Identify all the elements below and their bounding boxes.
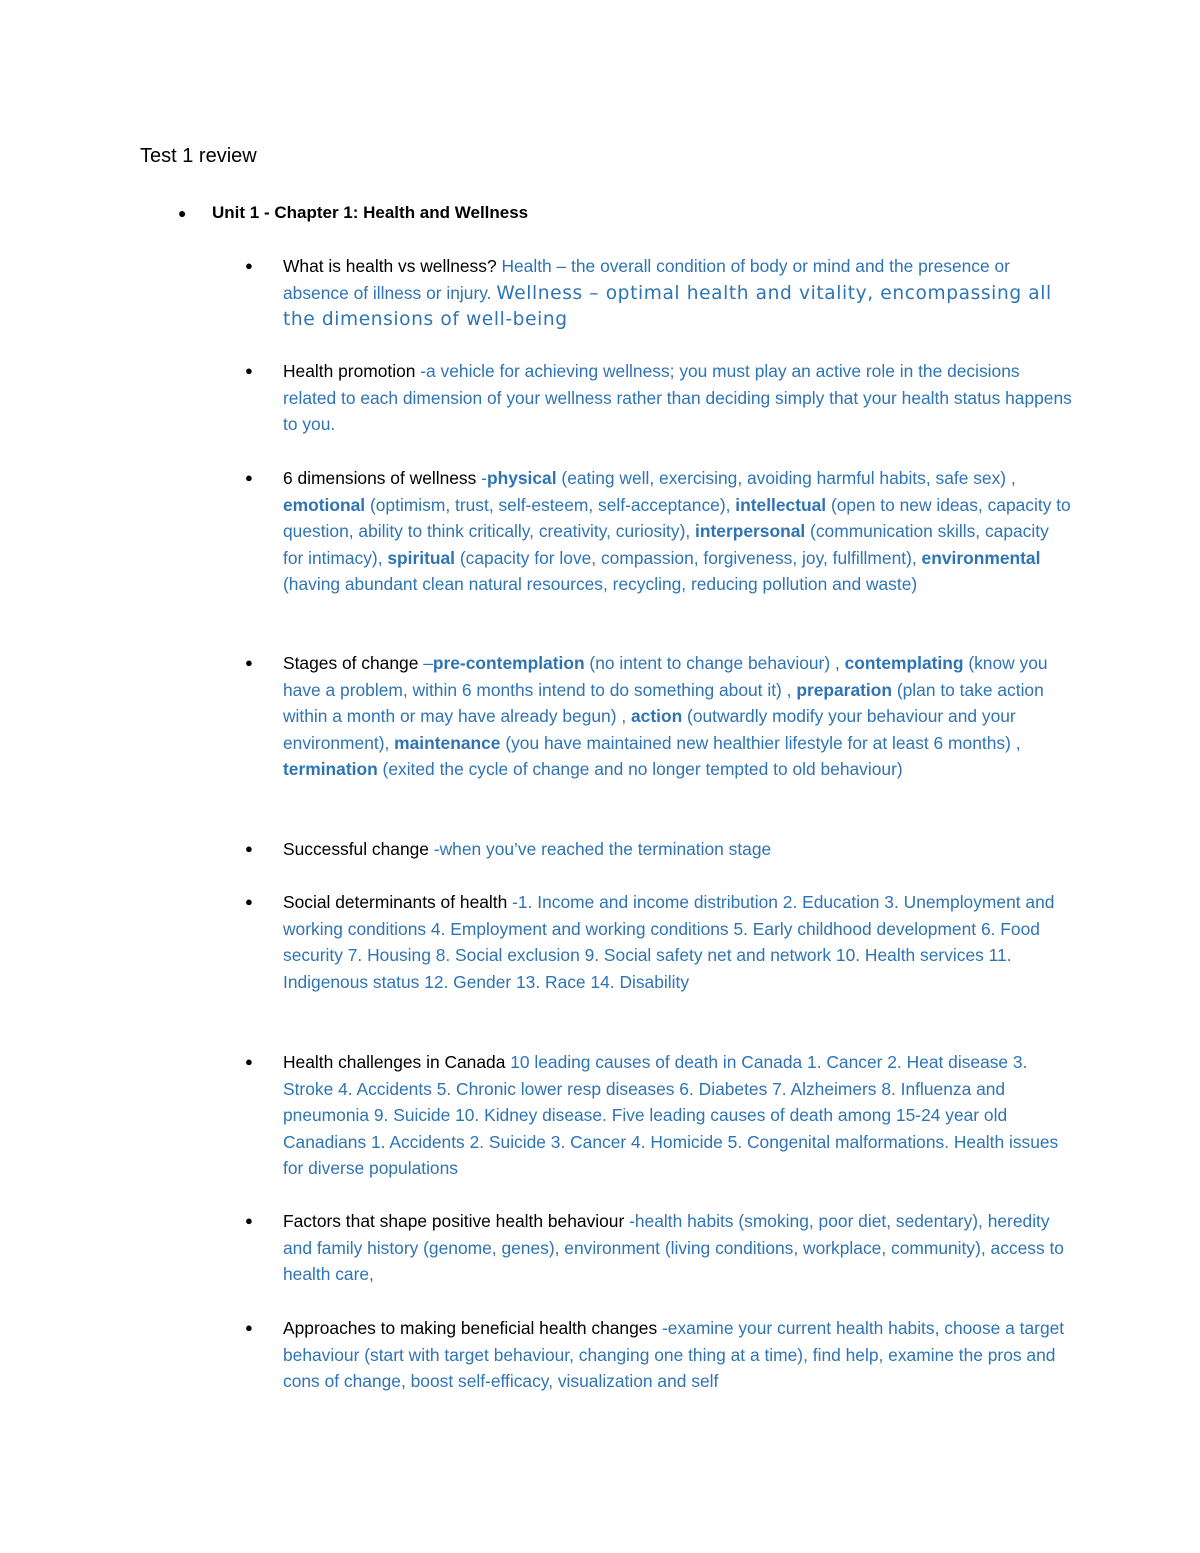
- term-description: (open to new ideas, capacity to question, ability to think critically, creativity, curiosity),: [283, 494, 1071, 541]
- item-label: Social determinants of health: [283, 892, 513, 912]
- bullet-icon: ●: [245, 470, 253, 485]
- term-highlight: spiritual: [387, 547, 456, 568]
- term-highlight: preparation: [796, 679, 892, 700]
- list-item-text: [283, 836, 1073, 863]
- bullet-icon: ●: [245, 258, 253, 273]
- list-item-text: [283, 358, 1073, 438]
- term-description: (you have maintained new healthier lifestyle for at least 6 months) ,: [500, 732, 1021, 753]
- bullet-icon: ●: [245, 1213, 253, 1228]
- item-answer: -when you’ve reached the termination stage: [433, 839, 772, 859]
- term-description: (eating well, exercising, avoiding harmful habits, safe sex) ,: [556, 468, 1016, 488]
- list-item-text: [283, 253, 1073, 333]
- term-description: (no intent to change behaviour) ,: [584, 653, 845, 673]
- list-item-text: [283, 1315, 1073, 1395]
- term-highlight: interpersonal: [695, 521, 806, 541]
- term-highlight: environmental: [921, 547, 1041, 568]
- bullet-icon: ●: [245, 1054, 253, 1069]
- unit-heading-text: Unit 1 - Chapter 1: Health and Wellness: [212, 203, 529, 222]
- item-answer: -a vehicle for achieving wellness; you must play an active role in the decisions related to each dimension of your wellness rather than deciding simply that your health status happens to you.: [283, 361, 1072, 434]
- item-answer: -examine your current health habits, choose a target behaviour (start with target behaviour, changing one thing at a time), find help, examine the pros and cons of change, boost self-efficacy, visualization and self: [283, 1318, 1065, 1391]
- item-label: Approaches to making beneficial health changes: [283, 1318, 662, 1338]
- term-description: (capacity for love, compassion, forgiveness, joy, fulfillment),: [455, 547, 922, 568]
- term-highlight: action: [631, 706, 683, 726]
- list-item-text: [283, 889, 1073, 995]
- bullet-icon: ●: [245, 655, 253, 670]
- bullet-icon: ●: [245, 363, 253, 378]
- item-label: What is health vs wellness?: [283, 256, 502, 276]
- list-item-text: [283, 1208, 1073, 1288]
- item-label: Stages of change: [283, 653, 424, 673]
- bullet-icon: ●: [245, 894, 253, 909]
- term-description: (outwardly modify your behaviour and your environment),: [283, 706, 1016, 753]
- page-title: Test 1 review: [140, 145, 257, 167]
- item-answer: -1. Income and income distribution 2. Education 3. Unemployment and working conditions 4. Employment and working conditions 5. Early childhood development 6. Food security 7. Housing 8. Social exclusion 9. Social safety net and network 10. Health services 11. Indigenous status 12. Gender 13. Race 14. Disability: [283, 892, 1055, 992]
- term-description: (having abundant clean natural resources, recycling, reducing pollution and waste): [283, 574, 918, 594]
- term-description: -: [481, 468, 487, 488]
- bullet-icon: ●: [178, 205, 187, 221]
- item-answer: 10 leading causes of death in Canada 1. Cancer 2. Heat disease 3. Stroke 4. Accidents 5. Chronic lower resp diseases 6. Diabetes 7. Alzheimers 8. Influenza and pneumonia 9. Suicide 10. Kidney disease. Five leading causes of death among 15-24 year old Canadians 1. Accidents 2. Suicide 3. Cancer 4. Homicide 5. Congenital malformations. Health issues for diverse populations: [283, 1052, 1059, 1178]
- item-label: Health challenges in Canada: [283, 1052, 511, 1072]
- item-answer: -health habits (smoking, poor diet, sedentary), heredity and family history (genome, genes), environment (living conditions, workplace, community), access to health care,: [283, 1211, 1064, 1284]
- term-description: (exited the cycle of change and no longer tempted to old behaviour): [377, 759, 903, 779]
- term-highlight: contemplating: [844, 653, 964, 673]
- term-highlight: termination: [283, 759, 378, 779]
- term-highlight: emotional: [283, 494, 366, 515]
- item-label: 6 dimensions of wellness: [283, 468, 482, 488]
- term-highlight: intellectual: [735, 494, 827, 515]
- item-label: Factors that shape positive health behaviour: [283, 1211, 630, 1231]
- term-highlight: pre-contemplation: [432, 653, 585, 673]
- term-description: –: [423, 653, 433, 673]
- term-description: (plan to take action within a month or may have already begun) ,: [283, 679, 1044, 726]
- bullet-icon: ●: [245, 1320, 253, 1335]
- list-item-text: [283, 465, 1073, 598]
- term-description: (communication skills, capacity for intimacy),: [283, 521, 1049, 568]
- bullet-icon: ●: [245, 841, 253, 856]
- item-answer: Health – the overall condition of body or mind and the presence or absence of illness or injury.: [283, 256, 1010, 303]
- list-item-text: [283, 650, 1073, 783]
- item-label: Health promotion: [283, 361, 421, 381]
- term-highlight: physical: [486, 468, 557, 488]
- term-highlight: maintenance: [394, 732, 501, 753]
- item-label: Successful change: [283, 839, 434, 859]
- list-item-text: [283, 1049, 1073, 1182]
- term-description: (know you have a problem, within 6 months intend to do something about it) ,: [283, 653, 1048, 700]
- item-answer-wellness: Wellness – optimal health and vitality, encompassing all the dimensions of well-being: [283, 282, 1052, 330]
- term-description: (optimism, trust, self-esteem, self-acceptance),: [365, 494, 736, 515]
